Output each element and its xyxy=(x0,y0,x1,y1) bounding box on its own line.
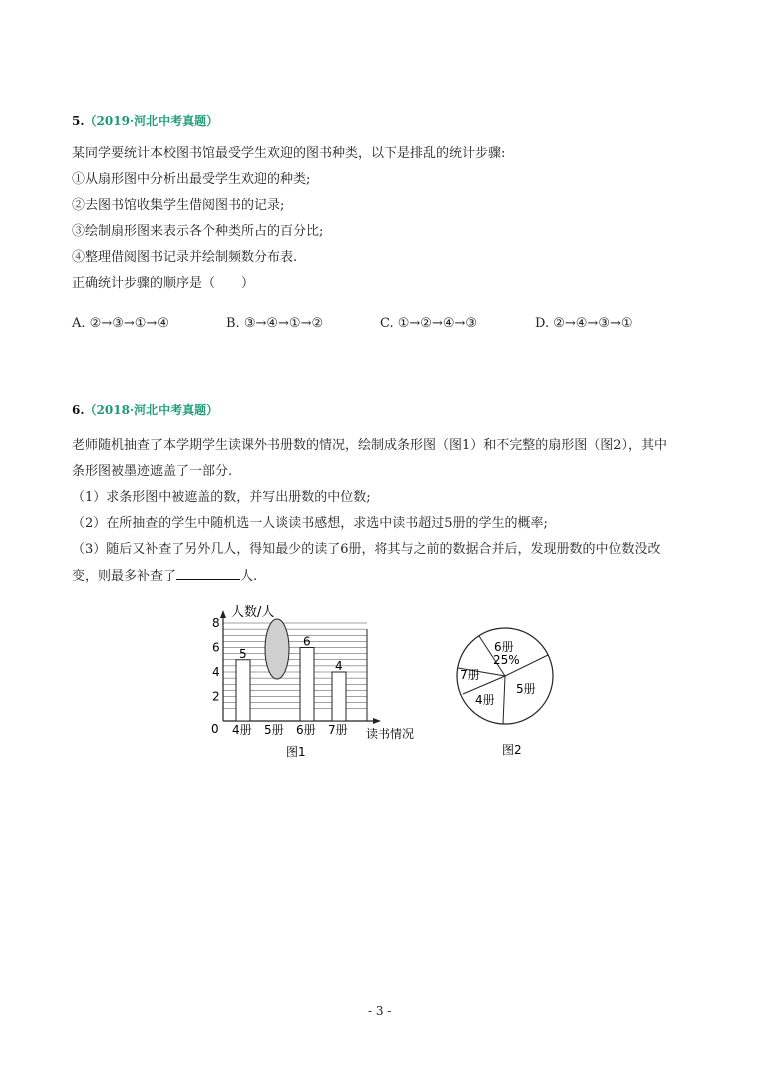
bar xyxy=(300,648,314,722)
y-axis-arrow xyxy=(220,610,226,618)
q6-last-line xyxy=(72,567,667,586)
bar-chart-marks xyxy=(212,616,348,737)
x-tick-label: 5册 xyxy=(264,723,284,737)
x-tick-label: 4册 xyxy=(232,723,252,737)
q6-number: 6. xyxy=(72,403,85,417)
q5-line: ②去图书馆收集学生借阅图书的记录; xyxy=(72,198,285,213)
q5-line: ①从扇形图中分析出最受学生欢迎的种类; xyxy=(72,172,311,187)
y-tick-label: 4 xyxy=(212,665,220,679)
pie-slice-boundary xyxy=(503,676,505,724)
pie-label-25pct: 25% xyxy=(493,653,520,667)
q5-line: 某同学要统计本校图书馆最受学生欢迎的图书种类，以下是排乱的统计步骤: xyxy=(72,146,506,161)
q5-line: 正确统计步骤的顺序是（ ） xyxy=(72,276,255,291)
origin-label: 0 xyxy=(211,722,219,736)
x-tick-label: 6册 xyxy=(296,723,316,737)
pie-label-6: 6册 xyxy=(494,640,514,654)
page-number: - 3 - xyxy=(368,1004,392,1018)
q6-line: （2）在所抽查的学生中随机选一人谈读书感想，求选中读书超过5册的学生的概率; xyxy=(72,516,548,531)
bar xyxy=(332,672,346,721)
x-axis-arrow xyxy=(373,718,381,724)
q5-option-a[interactable]: A. ②→③→①→④ xyxy=(72,316,169,331)
bar-value-label: 6 xyxy=(303,634,311,649)
answer-blank[interactable] xyxy=(176,567,240,580)
q5-option-d[interactable]: D. ②→④→③→① xyxy=(535,316,633,331)
q5-body xyxy=(72,145,505,293)
q5-line: ③绘制扇形图来表示各个种类所占的百分比; xyxy=(72,224,324,239)
y-tick-label: 8 xyxy=(212,616,220,630)
q6-heading xyxy=(72,401,218,418)
figure2-caption: 图2 xyxy=(502,743,522,757)
q6-line: 条形图被墨迹遮盖了一部分. xyxy=(72,464,233,479)
pie-chart xyxy=(450,618,560,758)
bar-chart xyxy=(195,604,435,764)
q6-line: 老师随机抽查了本学期学生读课外书册数的情况，绘制成条形图（图1）和不完整的扇形图（图2），其中 xyxy=(72,438,668,453)
ink-blot xyxy=(265,619,289,679)
y-axis-label: 人数/人 xyxy=(231,605,275,620)
pie-label-4: 4册 xyxy=(475,693,495,707)
q6-source: （2018·河北中考真题） xyxy=(84,403,219,417)
q6-body xyxy=(72,437,667,586)
q6-last-line-post: 人. xyxy=(240,569,258,584)
figure1-caption: 图1 xyxy=(286,745,306,759)
pie-label-7: 7册 xyxy=(460,668,480,682)
bar xyxy=(236,660,250,721)
q6-line: （1）求条形图中被遮盖的数，并写出册数的中位数; xyxy=(72,490,371,505)
q6-line: （3）随后又补查了另外几人，得知最少的读了6册，将其与之前的数据合并后，发现册数的中位数没改 xyxy=(72,542,661,557)
q6-last-line-pre: 变，则最多补查了 xyxy=(72,569,177,584)
q5-option-c[interactable]: C. ①→②→④→③ xyxy=(380,316,478,331)
x-tick-label: 7册 xyxy=(328,723,348,737)
pie-label-5: 5册 xyxy=(516,682,536,696)
q5-source: （2019·河北中考真题） xyxy=(84,114,219,128)
q5-heading xyxy=(72,112,218,129)
y-tick-label: 6 xyxy=(212,640,220,655)
q5-line: ④整理借阅图书记录并绘制频数分布表. xyxy=(72,250,298,265)
q5-option-b[interactable]: B. ③→④→①→② xyxy=(226,316,324,331)
bar-value-label: 5 xyxy=(239,646,247,661)
bar-value-label: 4 xyxy=(335,659,343,673)
q5-number: 5. xyxy=(72,114,85,128)
y-tick-label: 2 xyxy=(212,689,220,704)
x-axis-label: 读书情况 xyxy=(366,727,415,741)
